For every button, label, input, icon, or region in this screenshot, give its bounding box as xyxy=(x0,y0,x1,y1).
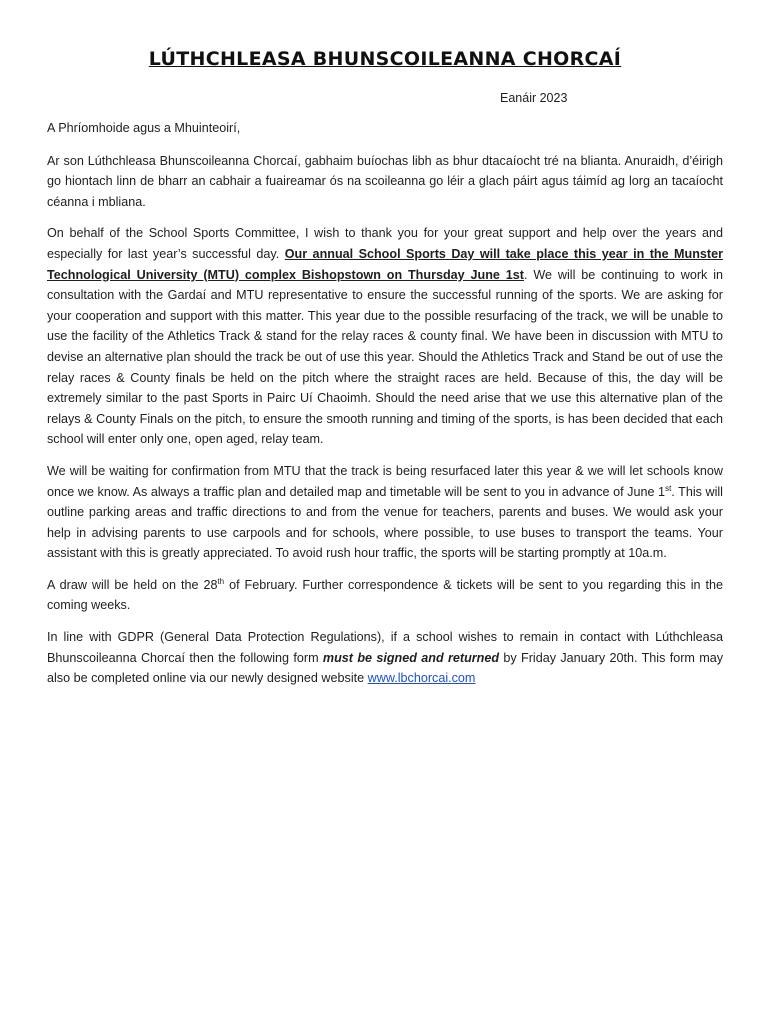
p3-ordinal: th xyxy=(217,576,225,586)
p3-start: A draw will be held on the 28 xyxy=(47,577,218,592)
letter-date: Eanáir 2023 xyxy=(500,91,568,105)
p1-start: On behalf of the School Sports Committee, I wish to thank you for your great support and help over the years and especially for last year’s successful day. xyxy=(47,226,723,261)
website-link[interactable]: www.lbchorcai.com xyxy=(367,671,476,686)
irish-paragraph: Ar son Lúthchleasa Bhunscoileanna Chorcaí, gabhaim buíochas libh as bhur dtacaíocht tré na blianta. Anuraidh, d’éirigh go hiontach linn de bharr an cabhair a fuaireamar ós na scoileanna go léir a glach páirt agus táimíd ag lorg an tacaíocht céanna i mbliana. xyxy=(47,153,723,209)
sports-day-announcement: Our annual School Sports Day will take place this year in the Munster Technological University (MTU) complex Bishopstown on Thursday June 1st xyxy=(47,246,724,282)
greeting: A Phríomhoide agus a Mhuinteoirí, xyxy=(47,121,241,135)
letter-body xyxy=(47,118,723,700)
sports-day-paragraph xyxy=(47,223,723,450)
p2-end: . This will outline parking areas and traffic directions to and from the venue for teachers, parents and buses. We would ask your help in advising parents to use carpools and for schools, where possible, to use buses to transport the teams. Your assistant with this is greatly appreciated. To avoid rush hour traffic, the sports will be starting promptly at 10a.m. xyxy=(47,484,723,561)
traffic-plan-paragraph xyxy=(47,461,723,564)
p3-end: of February. Further correspondence & tickets will be sent to you regarding this in the coming weeks. xyxy=(47,577,723,613)
gdpr-paragraph xyxy=(47,627,723,689)
p4-start: In line with GDPR (General Data Protection Regulations), if a school wishes to remain in contact with Lúthchleasa Bhunscoileanna Chorcaí then the following form xyxy=(47,630,723,665)
must-sign-emphasis: must be signed and returned xyxy=(322,650,500,665)
draw-paragraph xyxy=(47,575,723,616)
p2-start: We will be waiting for confirmation from MTU that the track is being resurfaced later this year & we will let schools know once we know. As always a traffic plan and detailed map and timetable will be sent to you in advance of June 1 xyxy=(47,463,723,499)
p4-end: by Friday January 20th. This form may also be completed online via our newly designed website xyxy=(47,650,723,686)
page-title: LÚTHCHLEASA BHUNSCOILEANNA CHORCAÍ xyxy=(148,48,622,70)
p1-end: . We will be continuing to work in consultation with the Gardaí and MTU representative to ensure the successful running of the sports. We are asking for your cooperation and support with this matter. This year due to the possible resurfacing of the track, we will be unable to use the facility of the Athletics Track & stand for the relay races & county final. We have been in discussion with MTU to devise an alternative plan should the track be out of use this year. Should the Athletics Track and Stand be out of use the relay races & County finals be held on the pitch where the straight races are held. Because of this, the day will be extremely similar to the past Sports in Pairc Uí Chaoimh. Should the need arise that we use this alternative plan of the relays & County Finals on the pitch, to ensure the smooth running and timing of the sports, is has been decided that each school will enter only one, open aged, relay team. xyxy=(47,267,723,447)
p2-ordinal: st xyxy=(665,483,672,493)
